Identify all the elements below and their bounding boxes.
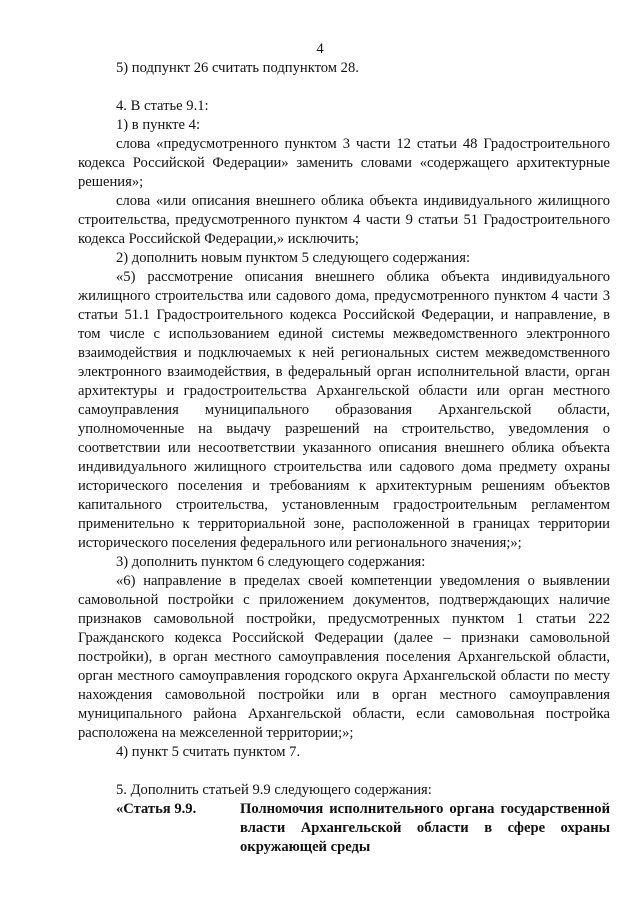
- article-label: «Статья 9.9.: [116, 801, 197, 817]
- paragraph-words-replace: слова «предусмотренного пунктом 3 части 12 статьи 48 Градостроительного кодекса Российской Федерации» заменить словами «содержащего архитектурные решения»;: [78, 136, 610, 190]
- paragraph-gap: [78, 78, 610, 97]
- paragraph-gap: [78, 762, 610, 781]
- paragraph-point-4: 1) в пункте 4:: [116, 117, 201, 133]
- paragraph-words-exclude: слова «или описания внешнего облика объекта индивидуального жилищного строительства, предусмотренного пунктом 4 части 9 статьи 51 Градостроительного кодекса Российской Федерации,» исключить;: [78, 193, 610, 247]
- paragraph-point-5-renumber: 4) пункт 5 считать пунктом 7.: [116, 744, 301, 760]
- article-9-9-heading: [78, 800, 610, 857]
- page-number: 4: [316, 41, 324, 57]
- paragraph-add-article-9-9: 5. Дополнить статьей 9.9 следующего содержания:: [116, 782, 432, 798]
- paragraph-point-6-text: «6) направление в пределах своей компетенции уведомления о выявлении самовольной постройки с приложением документов, подтверждающих наличие признаков самовольной постройки, предусмотренных пунктом 1 статьи 222 Гражданского кодекса Российской Федерации (далее – признаки самовольной постройки), в орган местного самоуправления поселения Архангельской области, орган местного самоуправления городского округа Архангельской области по месту нахождения самовольной постройки или в орган местного самоуправления муниципального района Архангельской области, если самовольная постройка расположена на межселенной территории;»;: [78, 573, 610, 741]
- paragraph-add-point-6: 3) дополнить пунктом 6 следующего содержания:: [116, 554, 426, 570]
- document-body: [78, 59, 610, 857]
- paragraph-point-5-text: «5) рассмотрение описания внешнего облика объекта индивидуального жилищного строительства или садового дома, предусмотренного пунктом 4 части 3 статьи 51.1 Градостроительного кодекса Российской Федерации, и направление, в том числе с использованием единой системы межведомственного электронного взаимодействия и подключаемых к ней региональных систем межведомственного электронного взаимодействия, в федеральный орган исполнительной власти, орган архитектуры и градостроительства Архангельской области или орган местного самоуправления муниципального образования Архангельской области, уполномоченные на выдачу разрешений на строительство, уведомления о соответствии или несоответствии указанного описания внешнего облика объекта индивидуального жилищного строительства или садового дома предмету охраны исторического поселения и требованиям к архитектурным решениям объектов капитального строительства, установленным градостроительным регламентом применительно к территориальной зоне, расположенной в границах территории исторического поселения федерального или регионального значения;»;: [78, 269, 610, 551]
- paragraph-add-point-5: 2) дополнить новым пунктом 5 следующего содержания:: [116, 250, 471, 266]
- article-title: Полномочия исполнительного органа государственной власти Архангельской области в сфере охраны окружающей среды: [240, 801, 610, 855]
- paragraph-article-9-1-heading: 4. В статье 9.1:: [116, 98, 209, 114]
- paragraph-subitem-26: 5) подпункт 26 считать подпунктом 28.: [116, 60, 359, 76]
